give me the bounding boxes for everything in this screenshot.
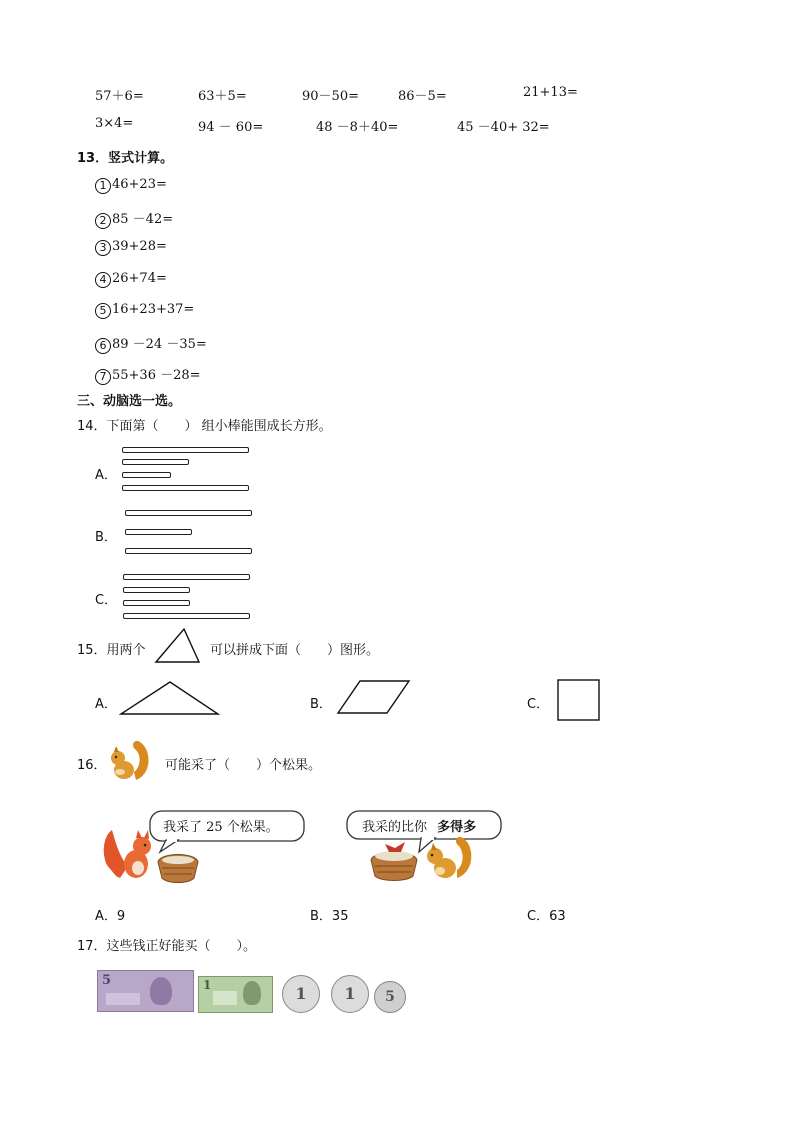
square-shape bbox=[557, 679, 601, 721]
expression: 85 －42= bbox=[112, 212, 174, 227]
stick bbox=[122, 485, 249, 491]
option-a: A．9 bbox=[95, 909, 126, 924]
wide-triangle-shape bbox=[120, 681, 220, 715]
five-jiao-coin: 5 bbox=[374, 981, 406, 1013]
option-b: B．35 bbox=[310, 909, 349, 924]
portrait-icon bbox=[243, 981, 261, 1005]
list-item bbox=[95, 333, 207, 354]
note-value: 5 bbox=[102, 973, 112, 988]
oral-item: 21+13= bbox=[523, 85, 578, 100]
five-yuan-note bbox=[97, 970, 194, 1012]
speech-bubble-fox: 我采了 25 个松果。 bbox=[163, 820, 279, 835]
oral-item: 63＋5= bbox=[198, 89, 247, 104]
stick bbox=[123, 600, 190, 606]
expression: 89 －24 －35= bbox=[112, 337, 207, 352]
bubble-text: 我采的比你 bbox=[362, 820, 428, 835]
option-b-label: B． bbox=[310, 697, 332, 712]
expression: 26+74= bbox=[112, 271, 167, 286]
circled-number: 1 bbox=[95, 178, 111, 194]
option-b-label: B． bbox=[95, 530, 117, 545]
stick bbox=[122, 459, 189, 465]
circled-number: 4 bbox=[95, 272, 111, 288]
question-14-title: 14．下面第（ ） 组小棒能围成长方形。 bbox=[77, 419, 332, 434]
list-item bbox=[95, 208, 173, 229]
section-3-title: 三、动脑选一选。 bbox=[77, 394, 182, 409]
oral-item: 90－50= bbox=[302, 89, 359, 104]
list-item bbox=[95, 177, 167, 194]
oral-item: 57＋6= bbox=[95, 89, 144, 104]
circled-number: 2 bbox=[95, 213, 111, 229]
list-item bbox=[95, 239, 167, 256]
option-a-label: A． bbox=[95, 468, 117, 483]
stick bbox=[123, 574, 250, 580]
question-16-prefix: 16． bbox=[77, 758, 107, 773]
speech-bubble-squirrel bbox=[362, 816, 476, 835]
stick bbox=[122, 472, 171, 478]
oral-item: 94 － 60= bbox=[198, 120, 264, 135]
one-yuan-coin: 1 bbox=[331, 975, 369, 1013]
oral-item: 86－5= bbox=[398, 89, 447, 104]
expression: 46+23= bbox=[112, 177, 167, 192]
expression: 39+28= bbox=[112, 239, 167, 254]
expression: 55+36 －28= bbox=[112, 368, 201, 383]
list-item bbox=[95, 271, 167, 288]
circled-number: 3 bbox=[95, 240, 111, 256]
note-pattern bbox=[106, 993, 140, 1005]
option-a-label: A． bbox=[95, 697, 117, 712]
one-yuan-coin: 1 bbox=[282, 975, 320, 1013]
squirrel-icon bbox=[106, 738, 152, 784]
portrait-icon bbox=[150, 977, 172, 1005]
circled-number: 7 bbox=[95, 369, 111, 385]
expression: 16+23+37= bbox=[112, 302, 195, 317]
oral-item: 3×4= bbox=[95, 116, 134, 131]
one-yuan-note bbox=[198, 976, 273, 1013]
list-item bbox=[95, 364, 201, 385]
question-15-prefix: 15．用两个 bbox=[77, 643, 146, 658]
question-17-title: 17．这些钱正好能买（ ）。 bbox=[77, 939, 257, 954]
note-value: 1 bbox=[203, 978, 212, 992]
triangle-icon bbox=[155, 628, 201, 664]
stick bbox=[125, 529, 192, 535]
stick bbox=[123, 613, 250, 619]
oral-item: 45 －40+ 32= bbox=[457, 120, 550, 135]
stick bbox=[125, 548, 252, 554]
stick bbox=[125, 510, 252, 516]
bubble-emphasis: 多得多 bbox=[437, 820, 477, 835]
question-16-suffix: 可能采了（ ）个松果。 bbox=[165, 758, 322, 773]
option-c-label: C． bbox=[527, 697, 550, 712]
circled-number: 6 bbox=[95, 338, 111, 354]
question-15-suffix: 可以拼成下面（ ）图形。 bbox=[210, 643, 380, 658]
circled-number: 5 bbox=[95, 303, 111, 319]
note-pattern bbox=[213, 991, 237, 1005]
stick bbox=[123, 587, 190, 593]
question-13-title: 13．竖式计算。 bbox=[77, 151, 174, 166]
option-c-label: C． bbox=[95, 593, 118, 608]
stick bbox=[122, 447, 249, 453]
oral-item: 48 －8＋40= bbox=[316, 120, 399, 135]
list-item bbox=[95, 302, 194, 319]
option-c: C．63 bbox=[527, 909, 566, 924]
parallelogram-shape bbox=[337, 680, 411, 714]
